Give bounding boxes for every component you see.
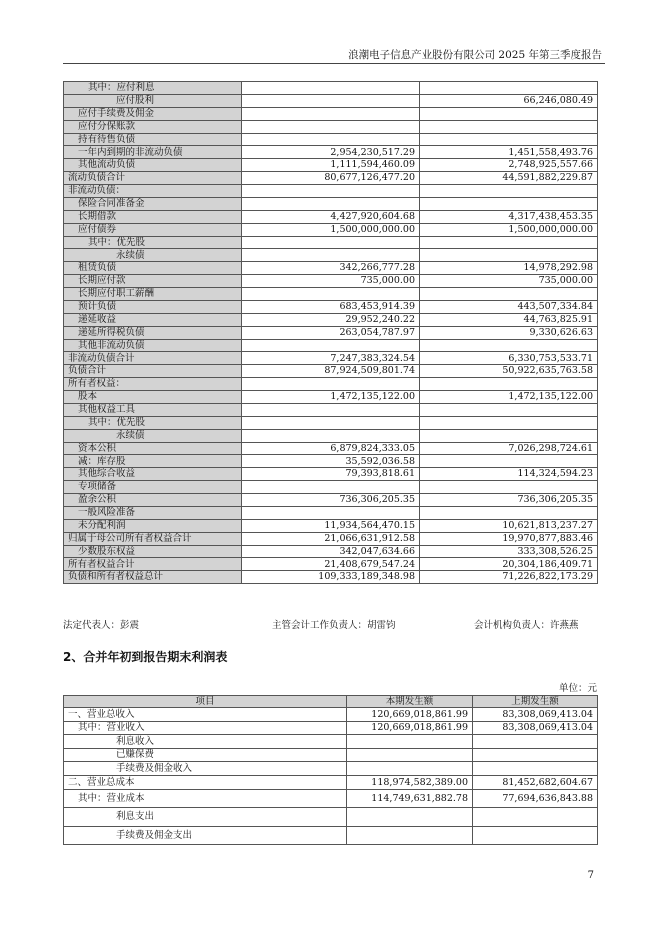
row-label: 预计负债: [64, 300, 242, 313]
current-period-value: [347, 826, 473, 845]
current-period-value: 80,677,126,477.20: [242, 172, 420, 185]
row-label: 递延所得税负债: [64, 326, 242, 339]
table-row: [64, 494, 598, 507]
accounting-dept-head: 会计机构负责人：许燕燕: [474, 620, 579, 631]
header-prior-period: 上期发生额: [473, 696, 598, 708]
row-label: 其中：应付利息: [64, 82, 242, 95]
row-label: 手续费及佣金支出: [64, 826, 347, 845]
header-item: 项目: [64, 696, 347, 708]
row-label: 减：库存股: [64, 455, 242, 468]
row-label: 其他权益工具: [64, 403, 242, 416]
table-row: [64, 429, 598, 442]
current-period-value: 29,952,240.22: [242, 313, 420, 326]
prior-period-value: 1,500,000,000.00: [420, 223, 598, 236]
table-row: [64, 120, 598, 133]
row-label: 非流动负债：: [64, 185, 242, 198]
prior-period-value: [420, 197, 598, 210]
accounting-head: 主管会计工作负责人：胡雷钧: [272, 620, 396, 631]
prior-period-value: 83,308,069,413.04: [473, 721, 598, 735]
current-period-value: [242, 82, 420, 95]
prior-period-value: [420, 339, 598, 352]
table-row: [64, 133, 598, 146]
prior-period-value: 71,226,822,173.29: [420, 571, 598, 584]
row-label: 二、营业总成本: [64, 775, 347, 789]
table-row: [64, 808, 598, 827]
prior-period-value: [420, 236, 598, 249]
row-label: 其他非流动负债: [64, 339, 242, 352]
table-row: [64, 313, 598, 326]
current-period-value: [242, 185, 420, 198]
prior-period-value: 114,324,594.23: [420, 468, 598, 481]
current-period-value: [242, 107, 420, 120]
row-label: 其中：优先股: [64, 236, 242, 249]
current-period-value: 1,111,594,460.09: [242, 159, 420, 172]
table-row: [64, 223, 598, 236]
current-period-value: [347, 762, 473, 776]
row-label: 长期应付职工薪酬: [64, 288, 242, 301]
prior-period-value: [473, 808, 598, 827]
prior-period-value: 50,922,635,763.58: [420, 365, 598, 378]
row-label: 永续债: [64, 249, 242, 262]
table-row: [64, 775, 598, 789]
current-period-value: 1,472,135,122.00: [242, 391, 420, 404]
table-row: [64, 519, 598, 532]
row-label: 负债合计: [64, 365, 242, 378]
current-period-value: [242, 120, 420, 133]
row-label: 其中：营业成本: [64, 789, 347, 808]
prior-period-value: [420, 481, 598, 494]
prior-period-value: [473, 748, 598, 762]
report-header: 浪潮电子信息产业股份有限公司 2025 年第三季度报告: [348, 49, 602, 61]
current-period-value: [242, 429, 420, 442]
current-period-value: [242, 94, 420, 107]
table-row: [64, 172, 598, 185]
table-row: [64, 506, 598, 519]
table-row: [64, 391, 598, 404]
current-period-value: 118,974,582,389.00: [347, 775, 473, 789]
prior-period-value: [420, 506, 598, 519]
table-row: [64, 365, 598, 378]
table-row: [64, 249, 598, 262]
table-row: [64, 197, 598, 210]
current-period-value: [242, 197, 420, 210]
legal-representative: 法定代表人：彭震: [63, 620, 140, 631]
row-label: 盈余公积: [64, 494, 242, 507]
row-label: 应付分保账款: [64, 120, 242, 133]
table-row: [64, 185, 598, 198]
prior-period-value: [473, 735, 598, 749]
table-row: [64, 416, 598, 429]
row-label: 应付股利: [64, 94, 242, 107]
row-label: 非流动负债合计: [64, 352, 242, 365]
table-row: [64, 455, 598, 468]
current-period-value: 263,054,787.97: [242, 326, 420, 339]
row-label: 递延收益: [64, 313, 242, 326]
current-period-value: 4,427,920,604.68: [242, 210, 420, 223]
header-current-period: 本期发生额: [347, 696, 473, 708]
prior-period-value: [473, 826, 598, 845]
table-row: [64, 82, 598, 95]
current-period-value: 87,924,509,801.74: [242, 365, 420, 378]
current-period-value: 21,066,631,912.58: [242, 532, 420, 545]
prior-period-value: [420, 455, 598, 468]
prior-period-value: [420, 120, 598, 133]
balance-sheet-table: [63, 81, 598, 584]
row-label: 其中：营业收入: [64, 721, 347, 735]
row-label: 已赚保费: [64, 748, 347, 762]
row-label: 利息支出: [64, 808, 347, 827]
row-label: 股本: [64, 391, 242, 404]
current-period-value: 2,954,230,517.29: [242, 146, 420, 159]
prior-period-value: 44,763,825.91: [420, 313, 598, 326]
prior-period-value: 443,507,334.84: [420, 300, 598, 313]
prior-period-value: 9,330,626.63: [420, 326, 598, 339]
current-period-value: [347, 748, 473, 762]
table-row: [64, 378, 598, 391]
row-label: 资本公积: [64, 442, 242, 455]
current-period-value: 120,669,018,861.99: [347, 721, 473, 735]
prior-period-value: 1,472,135,122.00: [420, 391, 598, 404]
table-row: [64, 826, 598, 845]
row-label: 其他综合收益: [64, 468, 242, 481]
current-period-value: [347, 735, 473, 749]
table-row: [64, 762, 598, 776]
page-number: 7: [587, 870, 594, 881]
row-label: 其他流动负债: [64, 159, 242, 172]
row-label: 租赁负债: [64, 262, 242, 275]
table-row: [64, 146, 598, 159]
table-row: [64, 545, 598, 558]
prior-period-value: [420, 185, 598, 198]
current-period-value: 114,749,631,882.78: [347, 789, 473, 808]
current-period-value: [242, 378, 420, 391]
row-label: 负债和所有者权益总计: [64, 571, 242, 584]
table-row: [64, 262, 598, 275]
table-row: [64, 789, 598, 808]
row-label: 少数股东权益: [64, 545, 242, 558]
prior-period-value: [473, 762, 598, 776]
row-label: 利息收入: [64, 735, 347, 749]
row-label: 所有者权益合计: [64, 558, 242, 571]
row-label: 专项储备: [64, 481, 242, 494]
table-row: [64, 721, 598, 735]
row-label: 长期应付款: [64, 275, 242, 288]
prior-period-value: [420, 403, 598, 416]
current-period-value: [242, 288, 420, 301]
row-label: 应付手续费及佣金: [64, 107, 242, 120]
prior-period-value: 1,451,558,493.76: [420, 146, 598, 159]
current-period-value: 736,306,205.35: [242, 494, 420, 507]
current-period-value: 35,592,036.58: [242, 455, 420, 468]
current-period-value: 11,934,564,470.15: [242, 519, 420, 532]
current-period-value: 120,669,018,861.99: [347, 708, 473, 722]
table-row: [64, 210, 598, 223]
prior-period-value: [420, 133, 598, 146]
current-period-value: 6,879,824,333.05: [242, 442, 420, 455]
prior-period-value: 736,306,205.35: [420, 494, 598, 507]
current-period-value: [242, 236, 420, 249]
row-label: 流动负债合计: [64, 172, 242, 185]
table-row: [64, 107, 598, 120]
table-row: [64, 94, 598, 107]
current-period-value: [347, 808, 473, 827]
current-period-value: 21,408,679,547.24: [242, 558, 420, 571]
table-row: [64, 275, 598, 288]
prior-period-value: 66,246,080.49: [420, 94, 598, 107]
row-label: 一、营业总收入: [64, 708, 347, 722]
row-label: 应付债券: [64, 223, 242, 236]
prior-period-value: 7,026,298,724.61: [420, 442, 598, 455]
income-statement-table: [63, 695, 598, 845]
prior-period-value: 735,000.00: [420, 275, 598, 288]
prior-period-value: 44,591,882,229.87: [420, 172, 598, 185]
table-row: [64, 159, 598, 172]
table-row: [64, 748, 598, 762]
current-period-value: [242, 481, 420, 494]
row-label: 一年内到期的非流动负债: [64, 146, 242, 159]
table-row: [64, 326, 598, 339]
row-label: 其中：优先股: [64, 416, 242, 429]
table-row: [64, 288, 598, 301]
header-divider: [63, 63, 605, 64]
prior-period-value: 333,308,526.25: [420, 545, 598, 558]
table-row: [64, 352, 598, 365]
current-period-value: [242, 416, 420, 429]
prior-period-value: [420, 288, 598, 301]
table-row: [64, 339, 598, 352]
table-row: [64, 403, 598, 416]
table-row: [64, 735, 598, 749]
row-label: 永续债: [64, 429, 242, 442]
table-row: [64, 236, 598, 249]
table-row: [64, 532, 598, 545]
prior-period-value: 83,308,069,413.04: [473, 708, 598, 722]
prior-period-value: 14,978,292.98: [420, 262, 598, 275]
prior-period-value: 20,304,186,409.71: [420, 558, 598, 571]
prior-period-value: 81,452,682,604.67: [473, 775, 598, 789]
row-label: 长期借款: [64, 210, 242, 223]
table-row: [64, 481, 598, 494]
table-row: [64, 468, 598, 481]
current-period-value: 109,333,189,348.98: [242, 571, 420, 584]
current-period-value: 7,247,383,324.54: [242, 352, 420, 365]
row-label: 所有者权益：: [64, 378, 242, 391]
current-period-value: [242, 133, 420, 146]
current-period-value: 683,453,914.39: [242, 300, 420, 313]
row-label: 归属于母公司所有者权益合计: [64, 532, 242, 545]
prior-period-value: [420, 378, 598, 391]
prior-period-value: [420, 82, 598, 95]
current-period-value: 735,000.00: [242, 275, 420, 288]
prior-period-value: [420, 416, 598, 429]
prior-period-value: [420, 249, 598, 262]
section-title: 2、合并年初到报告期末利润表: [63, 650, 228, 664]
prior-period-value: 77,694,636,843.88: [473, 789, 598, 808]
current-period-value: 342,266,777.28: [242, 262, 420, 275]
current-period-value: 342,047,634.66: [242, 545, 420, 558]
table-header-row: [64, 696, 598, 708]
prior-period-value: 19,970,877,883.46: [420, 532, 598, 545]
current-period-value: [242, 403, 420, 416]
table-row: [64, 442, 598, 455]
unit-label: 单位：元: [558, 683, 597, 694]
table-row: [64, 300, 598, 313]
prior-period-value: 6,330,753,533.71: [420, 352, 598, 365]
current-period-value: [242, 339, 420, 352]
table-row: [64, 708, 598, 722]
current-period-value: [242, 249, 420, 262]
prior-period-value: 2,748,925,557.66: [420, 159, 598, 172]
row-label: 一般风险准备: [64, 506, 242, 519]
prior-period-value: [420, 107, 598, 120]
row-label: 手续费及佣金收入: [64, 762, 347, 776]
current-period-value: 79,393,818.61: [242, 468, 420, 481]
table-row: [64, 558, 598, 571]
prior-period-value: 10,621,813,237.27: [420, 519, 598, 532]
table-row: [64, 571, 598, 584]
prior-period-value: [420, 429, 598, 442]
prior-period-value: 4,317,438,453.35: [420, 210, 598, 223]
row-label: 持有待售负债: [64, 133, 242, 146]
current-period-value: [242, 506, 420, 519]
row-label: 未分配利润: [64, 519, 242, 532]
current-period-value: 1,500,000,000.00: [242, 223, 420, 236]
row-label: 保险合同准备金: [64, 197, 242, 210]
